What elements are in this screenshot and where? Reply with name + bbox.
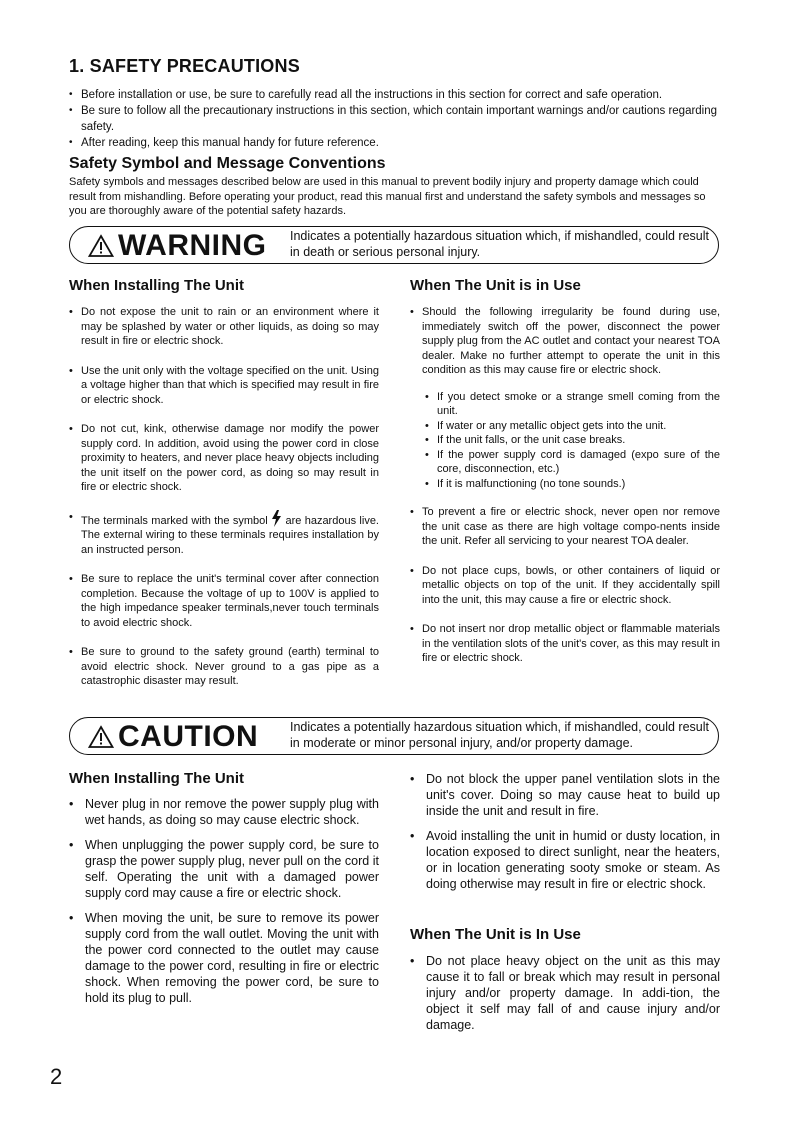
list-item: • Be sure to replace the unit's terminal cover after connection completion. Because the voltage of up to 100V is applied to the high impedance speaker terminals,never touch terminals to avoid electric shock. <box>69 572 379 630</box>
list-item: • Do not cut, kink, otherwise damage nor modify the power supply cord. In addition, avoid using the power cord in close proximity to heaters, and never place heavy objects including the unit itself on the power cord, as doing so may result in fire or electric shock. <box>69 422 379 495</box>
caution-in-use-list <box>410 953 720 1042</box>
irregularity-item: • If it is malfunctioning (no tone sounds.) <box>425 477 720 492</box>
warning-installing-list <box>69 305 379 704</box>
caution-description: Indicates a potentially hazardous situation which, if mishandled, could result in moderate or minor personal injury, and/or property damage. <box>290 720 709 750</box>
terminals-text-b: are hazardous live. The external wiring to these terminals requires installation by an instructed person. <box>81 514 379 556</box>
irregularity-list <box>425 390 720 492</box>
conventions-title: Safety Symbol and Message Conventions <box>69 155 386 172</box>
terminals-text-a: The terminals marked with the symbol <box>81 514 268 527</box>
irregularity-item: • If the power supply cord is damaged (expo sure of the core, disconnection, etc.) <box>425 448 720 477</box>
caution-word: CAUTION <box>118 720 259 753</box>
list-item: • Never plug in nor remove the power supply plug with wet hands, as doing so may cause electric shock. <box>69 796 379 828</box>
list-item: • When moving the unit, be sure to remove its power supply cord from the wall outlet. Moving the unit with the power cord connected to the outlet may cause damage to the power cord, resulting in fire or electric shock. When removing the power cord, be sure to hold its plug to pull. <box>69 910 379 1006</box>
warning-label <box>88 228 267 264</box>
intro-bullets <box>69 87 719 151</box>
section-title: 1. SAFETY PRECAUTIONS <box>69 56 300 76</box>
list-item: • When unplugging the power supply cord, be sure to grasp the power supply plug, never pull on the cord it self. Operating the unit with a damaged power supply cord may cause a fire or electric shock. <box>69 837 379 901</box>
list-item: • Do not place heavy object on the unit as this may cause it to fall or break which may result in personal injury and/or property damage. In addi-tion, the object it self may fall of and cause injury and/or damage. <box>410 953 720 1033</box>
list-item: • To prevent a fire or electric shock, never open nor remove the unit case as there are high voltage compo-nents inside the unit. Refer all servicing to your nearest TOA dealer. <box>410 505 720 549</box>
warning-triangle-icon <box>88 234 114 258</box>
list-item <box>69 510 379 558</box>
list-item: • Do not expose the unit to rain or an environment where it may be splashed by water or other liquids, as doing so may result in fire or electric shock. <box>69 305 379 349</box>
caution-in-use-title: When The Unit is In Use <box>410 926 581 943</box>
warning-banner <box>69 226 719 264</box>
warning-installing-title: When Installing The Unit <box>69 277 244 294</box>
list-item: • Use the unit only with the voltage specified on the unit. Using a voltage higher than that which is specified may result in fire or electric shock. <box>69 364 379 408</box>
list-item: • Be sure to ground to the safety ground (earth) terminal to avoid electric shock. Never ground to a gas pipe as a catastrophic disaster may result. <box>69 645 379 689</box>
warning-description: Indicates a potentially hazardous situation which, if mishandled, could result in death or serious personal injury. <box>290 229 709 259</box>
conventions-text: Safety symbols and messages described below are used in this manual to prevent bodily injury and property damage which could result from mishandling. Before operating your product, read this manual first and understand the safety symbols and messages so you are thoroughly aware of the potential safety hazards. <box>69 176 706 217</box>
caution-label <box>88 719 258 755</box>
caution-installing-list <box>69 796 379 1015</box>
warning-word: WARNING <box>118 229 267 262</box>
caution-banner <box>69 717 719 755</box>
lightning-bolt-icon <box>271 510 282 527</box>
list-item: • Avoid installing the unit in humid or dusty location, in location exposed to direct sunlight, near the heaters, or in location generating sooty smoke or steam. As doing otherwise may result in fire or electric shock. <box>410 828 720 892</box>
irregularity-item: • If the unit falls, or the unit case breaks. <box>425 433 720 448</box>
page-number: 2 <box>50 1064 63 1089</box>
list-item: • Should the following irregularity be found during use, immediately switch off the power, disconnect the power supply plug from the AC outlet and contact your nearest TOA dealer. Make no further attempt to operate the unit in this condition as this may cause fire or electric shock. <box>410 305 720 378</box>
irregularity-item: • If water or any metallic object gets into the unit. <box>425 419 720 434</box>
list-item: • Do not insert nor drop metallic object or flammable materials in the ventilation slots of the unit's cover, as this may result in fire or electric shock. <box>410 622 720 666</box>
intro-bullet: • Be sure to follow all the precautionary instructions in this section, which contain important warnings and/or cautions regarding safety. <box>69 103 719 135</box>
irregularity-item: • If you detect smoke or a strange smell coming from the unit. <box>425 390 720 419</box>
caution-installing-title: When Installing The Unit <box>69 770 244 787</box>
list-item: • Do not place cups, bowls, or other containers of liquid or metallic objects on top of the unit. If they accidentally spill into the unit, this may cause a fire or electric shock. <box>410 564 720 608</box>
warning-triangle-icon <box>88 725 114 749</box>
caution-installing-list-right <box>410 771 720 901</box>
intro-bullet: • Before installation or use, be sure to carefully read all the instructions in this section for correct and safe operation. <box>69 87 719 103</box>
list-item: • Do not block the upper panel ventilation slots in the unit's cover. Doing so may cause heat to build up inside the unit and result in fire. <box>410 771 720 819</box>
warning-in-use-list <box>410 305 720 681</box>
intro-bullet: • After reading, keep this manual handy for future reference. <box>69 135 719 151</box>
warning-in-use-title: When The Unit is in Use <box>410 277 581 294</box>
